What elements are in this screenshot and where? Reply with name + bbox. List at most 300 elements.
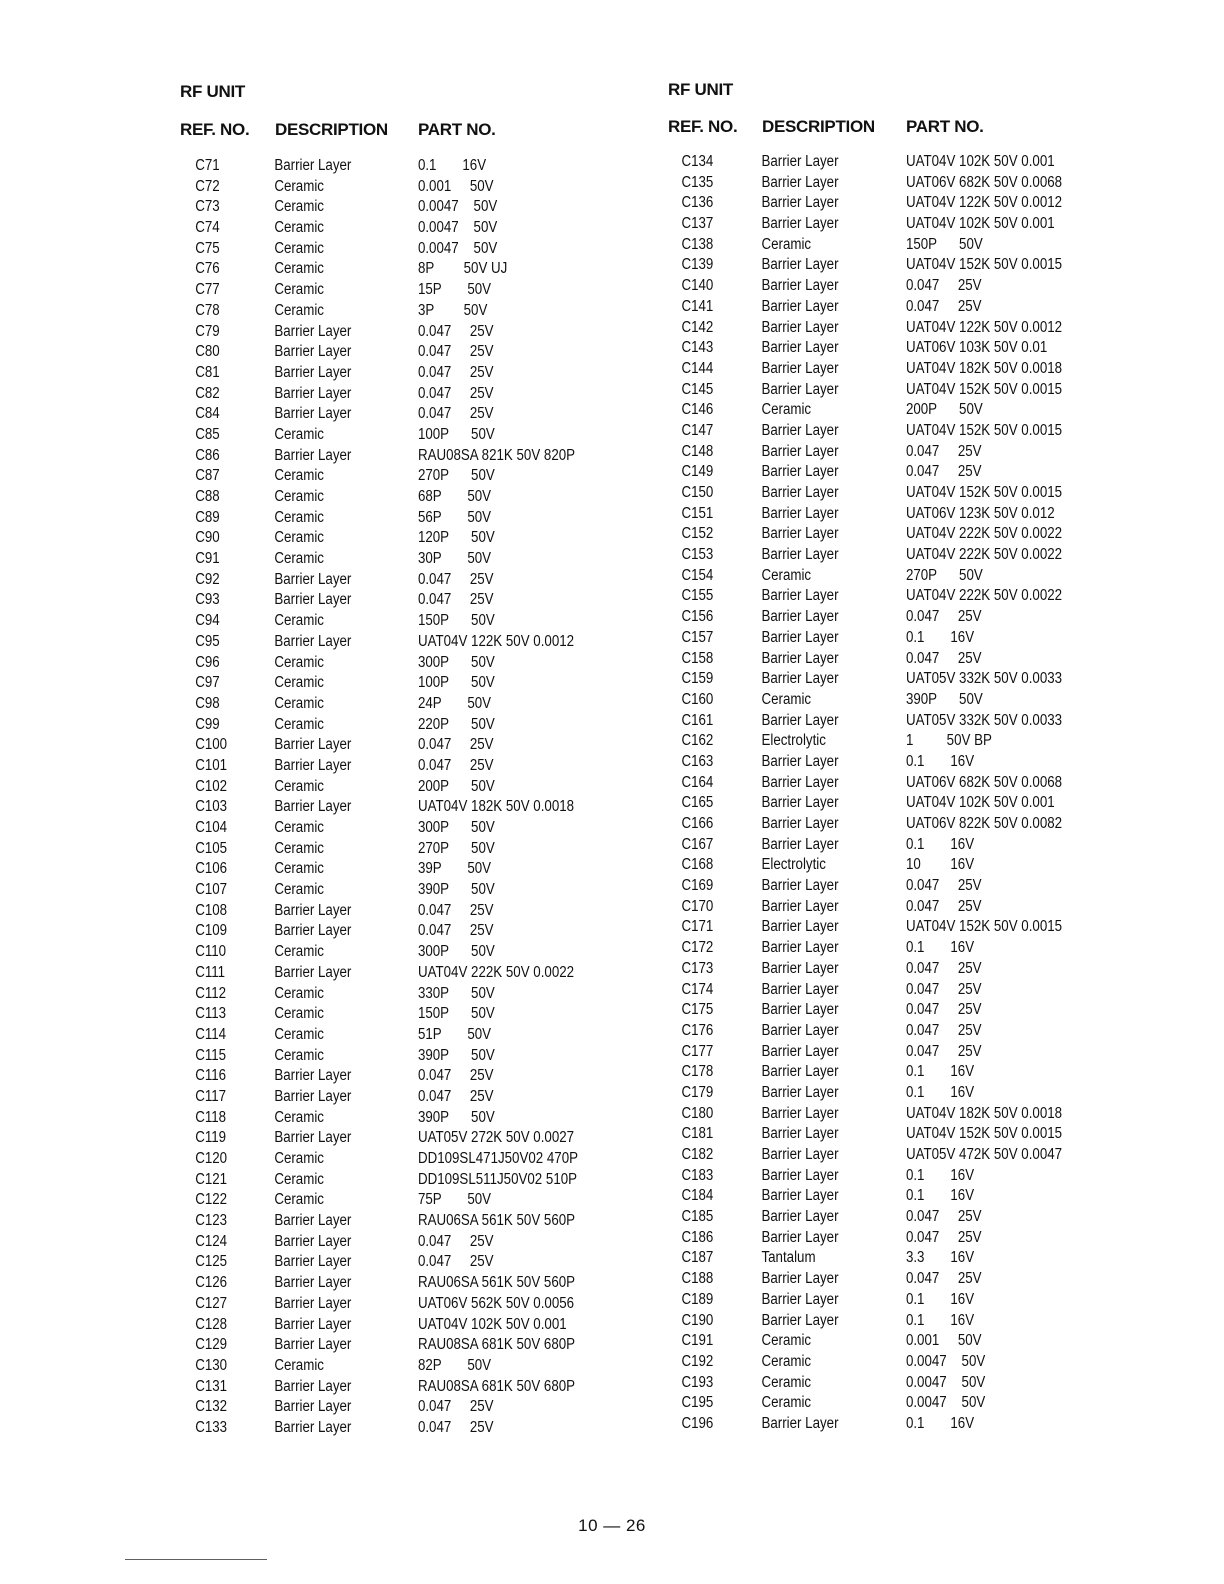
part-no-cell: 0.047 25V: [905, 1042, 982, 1060]
ref-no-cell: C82: [195, 384, 220, 402]
description-cell: Ceramic: [274, 488, 324, 505]
part-no-cell: 0.0047 50V: [905, 1352, 986, 1370]
part-no-cell: UAT06V 682K 50V 0.0068: [905, 773, 1063, 791]
description-cell: Barrier Layer: [274, 570, 352, 588]
ref-no-cell: C137: [681, 215, 714, 233]
ref-no-cell: C114: [195, 1025, 227, 1043]
part-no-cell: 0.1 16V: [905, 752, 975, 770]
part-no-cell: UAT04V 122K 50V 0.0012: [417, 632, 575, 650]
ref-no-cell: C118: [195, 1108, 227, 1126]
header-ref-no: REF. NO.: [668, 117, 738, 136]
description-cell: Barrier Layer: [274, 405, 352, 423]
part-no-cell: DD109SL471J50V02 470P: [417, 1150, 579, 1167]
part-no-cell: 0.047 25V: [417, 1067, 494, 1085]
part-no-cell: RAU06SA 561K 50V 560P: [417, 1212, 576, 1230]
ref-no-cell: C191: [681, 1332, 714, 1350]
ref-no-cell: C164: [681, 773, 714, 791]
part-no-cell: UAT05V 272K 50V 0.0027: [417, 1129, 575, 1147]
description-cell: Barrier Layer: [761, 1270, 839, 1288]
description-cell: Barrier Layer: [761, 1021, 839, 1039]
ref-no-cell: C142: [681, 318, 714, 336]
part-no-cell: 0.047 25V: [417, 1232, 494, 1250]
description-cell: Ceramic: [274, 1191, 324, 1209]
ref-no-cell: C163: [681, 752, 714, 770]
description-cell: Barrier Layer: [274, 756, 352, 774]
part-no-cell: 0.047 25V: [417, 1253, 494, 1271]
part-no-cell: 24P 50V: [417, 694, 492, 712]
description-cell: Ceramic: [274, 943, 324, 961]
ref-no-cell: C129: [195, 1336, 228, 1354]
part-no-cell: RAU08SA 681K 50V 680P: [417, 1336, 576, 1354]
description-cell: Ceramic: [274, 1025, 324, 1043]
part-no-cell: 150P 50V: [417, 612, 495, 630]
part-no-cell: 0.047 25V: [905, 277, 982, 295]
part-no-cell: 0.001 50V: [417, 177, 494, 195]
part-no-cell: 100P 50V: [417, 425, 495, 443]
ref-no-cell: C94: [195, 612, 220, 630]
part-no-cell: UAT04V 152K 50V 0.0015: [905, 421, 1063, 439]
part-no-cell: 100P 50V: [417, 674, 495, 692]
part-no-cell: 0.1 16V: [905, 1187, 975, 1205]
ref-no-cell: C101: [195, 756, 228, 774]
description-cell: Ceramic: [274, 881, 324, 899]
description-cell: Barrier Layer: [761, 504, 839, 522]
ref-no-cell: C81: [195, 363, 220, 381]
description-cell: Barrier Layer: [761, 153, 839, 170]
part-no-cell: 300P 50V: [417, 943, 495, 961]
ref-no-cell: C172: [681, 939, 714, 957]
description-cell: Barrier Layer: [274, 1418, 352, 1436]
part-no-cell: 0.047 25V: [417, 363, 494, 381]
ref-no-cell: C120: [195, 1150, 228, 1167]
description-cell: Barrier Layer: [274, 343, 352, 361]
part-no-cell: 68P 50V: [417, 488, 492, 505]
description-cell: Barrier Layer: [761, 484, 839, 501]
part-no-cell: 39P 50V: [417, 860, 492, 878]
description-cell: Barrier Layer: [761, 918, 839, 936]
description-cell: Barrier Layer: [274, 1398, 352, 1416]
ref-no-cell: C167: [681, 835, 714, 853]
ref-no-cell: C182: [681, 1146, 714, 1163]
ref-no-cell: C87: [195, 467, 220, 485]
part-no-cell: RAU06SA 561K 50V 560P: [417, 1274, 576, 1292]
ref-no-cell: C150: [681, 484, 714, 501]
ref-no-cell: C71: [195, 157, 220, 174]
description-cell: Ceramic: [274, 529, 324, 547]
description-cell: Ceramic: [274, 694, 324, 712]
part-no-cell: 0.047 25V: [905, 1001, 982, 1019]
part-no-cell: 270P 50V: [417, 467, 495, 485]
description-cell: Barrier Layer: [274, 922, 352, 940]
part-no-cell: 0.047 25V: [417, 570, 494, 588]
ref-no-cell: C130: [195, 1356, 228, 1374]
ref-no-cell: C168: [681, 856, 714, 874]
description-cell: Ceramic: [274, 1150, 324, 1167]
description-cell: Barrier Layer: [761, 359, 839, 377]
ref-no-cell: C78: [195, 301, 220, 319]
ref-no-cell: C155: [681, 587, 714, 605]
description-cell: Ceramic: [274, 198, 324, 216]
description-cell: Barrier Layer: [761, 525, 839, 543]
description-cell: Barrier Layer: [761, 959, 839, 977]
part-no-cell: 0.1 16V: [905, 835, 975, 853]
description-cell: Barrier Layer: [761, 1125, 839, 1143]
description-cell: Barrier Layer: [761, 318, 839, 336]
part-no-cell: 0.047 25V: [417, 736, 494, 754]
description-cell: Barrier Layer: [761, 1290, 839, 1308]
ref-no-cell: C117: [195, 1087, 227, 1105]
description-cell: Ceramic: [274, 1108, 324, 1126]
part-no-cell: 0.047 25V: [905, 980, 982, 998]
part-no-cell: 390P 50V: [905, 690, 983, 708]
part-no-cell: 390P 50V: [417, 1108, 495, 1126]
description-cell: Barrier Layer: [761, 421, 839, 439]
part-no-cell: 0.047 25V: [417, 922, 494, 940]
part-no-cell: 15P 50V: [417, 281, 492, 299]
description-cell: Barrier Layer: [761, 628, 839, 646]
ref-no-cell: C195: [681, 1394, 714, 1412]
description-cell: Ceramic: [274, 1356, 324, 1374]
part-no-cell: UAT06V 103K 50V 0.01: [905, 339, 1048, 357]
ref-no-cell: C139: [681, 256, 714, 274]
description-cell: Barrier Layer: [761, 711, 839, 729]
description-cell: Electrolytic: [761, 856, 826, 874]
ref-no-cell: C143: [681, 339, 714, 357]
part-no-cell: 270P 50V: [905, 566, 983, 584]
description-cell: Barrier Layer: [274, 1129, 352, 1147]
description-cell: Ceramic: [761, 1332, 812, 1350]
part-no-cell: 150P 50V: [417, 1005, 495, 1023]
ref-no-cell: C88: [195, 488, 220, 505]
description-cell: Barrier Layer: [761, 1063, 839, 1081]
ref-no-cell: C160: [681, 690, 714, 708]
part-no-cell: 270P 50V: [417, 839, 495, 857]
part-no-cell: 0.1 16V: [905, 1290, 975, 1308]
ref-no-cell: C136: [681, 194, 714, 212]
description-cell: Ceramic: [761, 1373, 812, 1391]
part-no-cell: UAT06V 562K 50V 0.0056: [417, 1294, 575, 1312]
description-cell: Ceramic: [274, 219, 324, 237]
part-no-cell: UAT04V 222K 50V 0.0022: [905, 546, 1063, 564]
ref-no-cell: C175: [681, 1001, 714, 1019]
description-cell: Ceramic: [761, 566, 812, 584]
header-description: DESCRIPTION: [762, 117, 875, 136]
ref-no-cell: C141: [681, 297, 714, 315]
ref-no-cell: C174: [681, 980, 714, 998]
ref-no-cell: C75: [195, 239, 220, 257]
part-no-cell: 0.1 16V: [905, 1414, 975, 1432]
description-cell: Ceramic: [274, 819, 324, 836]
ref-no-cell: C79: [195, 322, 220, 340]
description-cell: Ceramic: [274, 508, 324, 526]
description-cell: Ceramic: [274, 674, 324, 692]
part-no-cell: 3P 50V: [417, 301, 488, 319]
part-no-cell: 120P 50V: [417, 529, 495, 547]
part-no-cell: UAT05V 332K 50V 0.0033: [905, 711, 1063, 729]
part-no-cell: 0.047 25V: [905, 1270, 982, 1288]
description-cell: Barrier Layer: [274, 963, 352, 981]
ref-no-cell: C86: [195, 446, 220, 464]
part-no-cell: 0.0047 50V: [417, 239, 498, 257]
ref-no-cell: C92: [195, 570, 220, 588]
description-cell: Ceramic: [274, 239, 324, 257]
header-part-no: PART NO.: [906, 117, 984, 136]
unit-title: RF UNIT: [668, 80, 733, 99]
description-cell: Ceramic: [274, 984, 324, 1002]
ref-no-cell: C158: [681, 649, 714, 667]
description-cell: Barrier Layer: [761, 1228, 839, 1246]
ref-no-cell: C149: [681, 463, 714, 481]
ref-no-cell: C179: [681, 1083, 714, 1101]
part-no-cell: 0.047 25V: [905, 649, 982, 667]
ref-no-cell: C131: [195, 1377, 228, 1395]
description-cell: Barrier Layer: [274, 1294, 352, 1312]
description-cell: Ceramic: [274, 550, 324, 568]
ref-no-cell: C77: [195, 281, 220, 299]
part-no-cell: 0.047 25V: [417, 901, 494, 919]
part-no-cell: 0.047 25V: [417, 1418, 494, 1436]
part-no-cell: 0.1 16V: [905, 939, 975, 957]
description-cell: Barrier Layer: [274, 384, 352, 402]
part-no-cell: 8P 50V UJ: [417, 260, 508, 278]
ref-no-cell: C74: [195, 219, 220, 237]
part-no-cell: UAT04V 182K 50V 0.0018: [417, 798, 575, 816]
ref-no-cell: C121: [195, 1170, 228, 1188]
part-no-cell: UAT04V 152K 50V 0.0015: [905, 256, 1063, 274]
part-no-cell: UAT04V 152K 50V 0.0015: [905, 484, 1063, 501]
ref-no-cell: C147: [681, 421, 714, 439]
ref-no-cell: C156: [681, 608, 714, 626]
ref-no-cell: C102: [195, 777, 228, 795]
ref-no-cell: C151: [681, 504, 714, 522]
description-cell: Barrier Layer: [761, 587, 839, 605]
part-no-cell: 0.047 25V: [417, 1087, 494, 1105]
description-cell: Barrier Layer: [274, 446, 352, 464]
part-no-cell: 0.047 25V: [905, 1021, 982, 1039]
description-cell: Ceramic: [274, 1046, 324, 1064]
part-no-cell: 220P 50V: [417, 715, 495, 733]
description-cell: Barrier Layer: [761, 194, 839, 212]
description-cell: Barrier Layer: [761, 1042, 839, 1060]
ref-no-cell: C148: [681, 442, 714, 460]
ref-no-cell: C165: [681, 794, 714, 812]
ref-no-cell: C128: [195, 1315, 228, 1333]
part-no-cell: 0.047 25V: [417, 1398, 494, 1416]
part-no-cell: UAT04V 152K 50V 0.0015: [905, 380, 1063, 398]
description-cell: Barrier Layer: [761, 256, 839, 274]
ref-no-cell: C144: [681, 359, 714, 377]
part-no-cell: 0.1 16V: [905, 1083, 975, 1101]
part-no-cell: UAT04V 152K 50V 0.0015: [905, 1125, 1063, 1143]
ref-no-cell: C95: [195, 632, 220, 650]
description-cell: Ceramic: [274, 467, 324, 485]
description-cell: Barrier Layer: [761, 773, 839, 791]
part-no-cell: 0.1 16V: [905, 1166, 975, 1184]
part-no-cell: 1 50V BP: [905, 732, 992, 750]
part-no-cell: 0.1 16V: [905, 1063, 975, 1081]
description-cell: Barrier Layer: [761, 897, 839, 915]
description-cell: Ceramic: [274, 715, 324, 733]
part-no-cell: 0.047 25V: [417, 405, 494, 423]
description-cell: Barrier Layer: [274, 1087, 352, 1105]
part-no-cell: 75P 50V: [417, 1191, 492, 1209]
ref-no-cell: C124: [195, 1232, 228, 1250]
ref-no-cell: C192: [681, 1352, 714, 1370]
ref-no-cell: C107: [195, 881, 228, 899]
description-cell: Barrier Layer: [274, 1315, 352, 1333]
part-no-cell: 0.047 25V: [905, 897, 982, 915]
header-description: DESCRIPTION: [275, 120, 388, 139]
part-no-cell: 51P 50V: [417, 1025, 492, 1043]
ref-no-cell: C100: [195, 736, 228, 754]
part-no-cell: 200P 50V: [905, 401, 983, 419]
ref-no-cell: C123: [195, 1212, 228, 1230]
part-no-cell: 0.047 25V: [905, 959, 982, 977]
ref-no-cell: C99: [195, 715, 220, 733]
description-cell: Ceramic: [274, 777, 324, 795]
ref-no-cell: C135: [681, 173, 714, 191]
description-cell: Barrier Layer: [761, 463, 839, 481]
part-no-cell: 56P 50V: [417, 508, 492, 526]
part-no-cell: 0.1 16V: [905, 628, 975, 646]
description-cell: Barrier Layer: [274, 322, 352, 340]
part-no-cell: 390P 50V: [417, 1046, 495, 1064]
part-no-cell: 0.001 50V: [905, 1332, 982, 1350]
description-cell: Ceramic: [274, 839, 324, 857]
part-no-cell: UAT04V 182K 50V 0.0018: [905, 359, 1063, 377]
part-no-cell: UAT04V 122K 50V 0.0012: [905, 318, 1063, 336]
ref-no-cell: C97: [195, 674, 220, 692]
description-cell: Barrier Layer: [761, 670, 839, 688]
description-cell: Ceramic: [274, 1170, 324, 1188]
description-cell: Electrolytic: [761, 732, 826, 750]
part-no-cell: 300P 50V: [417, 819, 495, 836]
part-no-cell: 0.1 16V: [905, 1311, 975, 1329]
ref-no-cell: C91: [195, 550, 220, 568]
ref-no-cell: C134: [681, 153, 714, 170]
description-cell: Barrier Layer: [761, 1146, 839, 1163]
description-cell: Barrier Layer: [761, 1414, 839, 1432]
ref-no-cell: C189: [681, 1290, 714, 1308]
description-cell: Barrier Layer: [761, 649, 839, 667]
description-cell: Ceramic: [274, 260, 324, 278]
ref-no-cell: C89: [195, 508, 220, 526]
part-no-cell: 0.0047 50V: [417, 198, 498, 216]
part-no-cell: 300P 50V: [417, 653, 495, 671]
description-cell: Barrier Layer: [274, 1067, 352, 1085]
ref-no-cell: C180: [681, 1104, 714, 1122]
ref-no-cell: C173: [681, 959, 714, 977]
part-no-cell: UAT04V 102K 50V 0.001: [905, 794, 1055, 812]
ref-no-cell: C116: [195, 1067, 227, 1085]
ref-no-cell: C181: [681, 1125, 714, 1143]
ref-no-cell: C73: [195, 198, 220, 216]
part-no-cell: UAT04V 152K 50V 0.0015: [905, 918, 1063, 936]
part-no-cell: 0.047 25V: [417, 591, 494, 609]
part-no-cell: 0.047 25V: [905, 463, 982, 481]
part-no-cell: 0.047 25V: [417, 756, 494, 774]
footer-rule: [125, 1559, 267, 1560]
part-no-cell: 82P 50V: [417, 1356, 492, 1374]
ref-no-cell: C115: [195, 1046, 227, 1064]
ref-no-cell: C103: [195, 798, 228, 816]
ref-no-cell: C184: [681, 1187, 714, 1205]
description-cell: Barrier Layer: [761, 815, 839, 832]
ref-no-cell: C162: [681, 732, 714, 750]
description-cell: Barrier Layer: [274, 1253, 352, 1271]
ref-no-cell: C105: [195, 839, 228, 857]
part-no-cell: UAT04V 182K 50V 0.0018: [905, 1104, 1063, 1122]
ref-no-cell: C183: [681, 1166, 714, 1184]
description-cell: Ceramic: [761, 690, 812, 708]
description-cell: Barrier Layer: [761, 277, 839, 295]
description-cell: Barrier Layer: [274, 1336, 352, 1354]
ref-no-cell: C171: [681, 918, 714, 936]
ref-no-cell: C196: [681, 1414, 714, 1432]
description-cell: Barrier Layer: [274, 1212, 352, 1230]
part-no-cell: UAT04V 222K 50V 0.0022: [905, 587, 1063, 605]
ref-no-cell: C72: [195, 177, 220, 195]
description-cell: Ceramic: [761, 1352, 812, 1370]
header-ref-no: REF. NO.: [180, 120, 250, 139]
description-cell: Barrier Layer: [274, 1274, 352, 1292]
description-cell: Barrier Layer: [761, 1001, 839, 1019]
description-cell: Barrier Layer: [274, 363, 352, 381]
ref-no-cell: C106: [195, 860, 228, 878]
part-no-cell: UAT04V 102K 50V 0.001: [417, 1315, 567, 1333]
ref-no-cell: C152: [681, 525, 714, 543]
description-cell: Ceramic: [761, 1394, 812, 1412]
part-no-cell: UAT04V 222K 50V 0.0022: [417, 963, 575, 981]
description-cell: Barrier Layer: [761, 339, 839, 357]
ref-no-cell: C76: [195, 260, 220, 278]
part-no-cell: UAT04V 222K 50V 0.0022: [905, 525, 1063, 543]
ref-no-cell: C161: [681, 711, 714, 729]
unit-title: RF UNIT: [180, 82, 245, 101]
description-cell: Ceramic: [274, 425, 324, 443]
description-cell: Barrier Layer: [761, 546, 839, 564]
ref-no-cell: C119: [195, 1129, 227, 1147]
description-cell: Barrier Layer: [761, 980, 839, 998]
part-no-cell: 200P 50V: [417, 777, 495, 795]
description-cell: Barrier Layer: [761, 1083, 839, 1101]
description-cell: Barrier Layer: [274, 157, 352, 174]
ref-no-cell: C190: [681, 1311, 714, 1329]
part-no-cell: UAT06V 682K 50V 0.0068: [905, 173, 1063, 191]
part-no-cell: UAT05V 472K 50V 0.0047: [905, 1146, 1063, 1163]
part-no-cell: UAT04V 122K 50V 0.0012: [905, 194, 1063, 212]
description-cell: Barrier Layer: [274, 632, 352, 650]
ref-no-cell: C169: [681, 877, 714, 895]
description-cell: Ceramic: [761, 401, 812, 419]
description-cell: Ceramic: [274, 177, 324, 195]
part-no-cell: 0.047 25V: [905, 877, 982, 895]
description-cell: Barrier Layer: [761, 297, 839, 315]
ref-no-cell: C157: [681, 628, 714, 646]
description-cell: Barrier Layer: [761, 442, 839, 460]
part-no-cell: 0.047 25V: [417, 343, 494, 361]
ref-no-cell: C185: [681, 1208, 714, 1226]
ref-no-cell: C176: [681, 1021, 714, 1039]
page-number: 10 — 26: [578, 1516, 646, 1535]
ref-no-cell: C177: [681, 1042, 714, 1060]
ref-no-cell: C146: [681, 401, 714, 419]
ref-no-cell: C159: [681, 670, 714, 688]
description-cell: Barrier Layer: [274, 736, 352, 754]
ref-no-cell: C186: [681, 1228, 714, 1246]
description-cell: Barrier Layer: [761, 1311, 839, 1329]
part-no-cell: 0.047 25V: [905, 297, 982, 315]
